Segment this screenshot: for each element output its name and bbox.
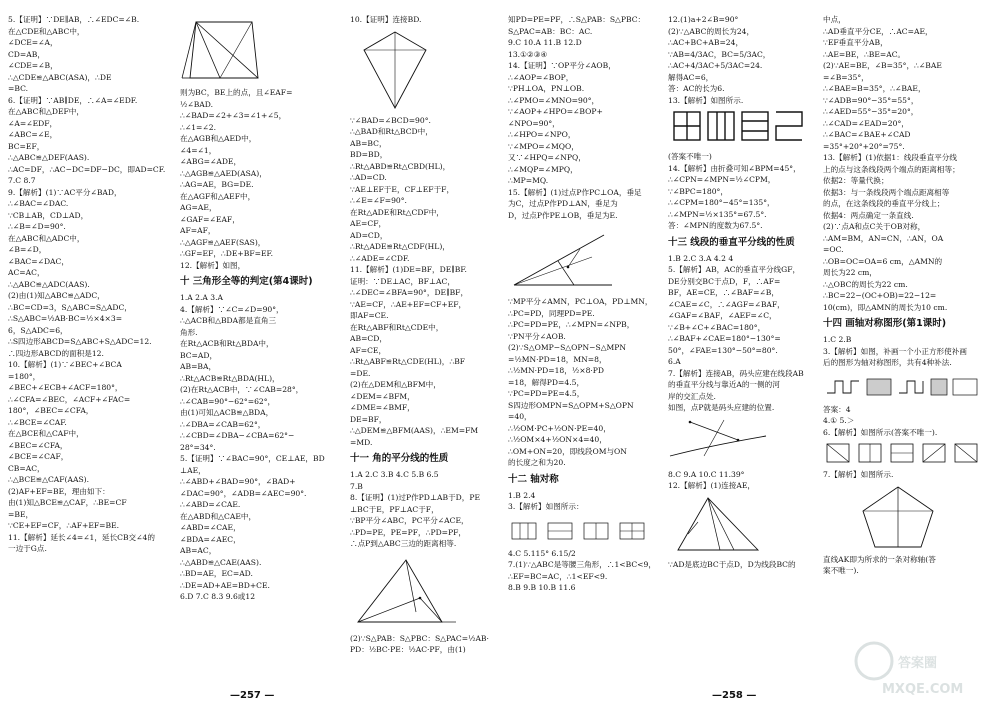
answer-line: ∴S四边形ABCD=S△ABC+S△ADC=12. <box>8 337 152 346</box>
answer-line: 3.【解析】如图所示： <box>508 502 584 511</box>
answer-line: ∴∠HPO=∠NPO， <box>508 130 576 139</box>
answer-line: AD=CD， <box>350 230 388 240</box>
answer-line: 14.【解析】由折叠可知∠BPM=45°， <box>668 163 801 173</box>
answer-line: ∠CDE=∠B， <box>8 61 58 70</box>
answer-line: 7.【解析】如图所示. <box>823 470 894 479</box>
answer-line: ∴△ACB和△BDA都是直角三 <box>180 316 277 325</box>
answer-line: 依据2：等量代换； <box>823 176 889 185</box>
answer-line: ∴∠DBA=∠CAB=62°， <box>180 419 266 429</box>
fig-tri-ade <box>668 494 820 556</box>
answer-line: 在△AGF和△AEF中， <box>180 191 256 201</box>
answer-line: 28°=34°. <box>180 442 216 452</box>
answer-line: 4.C 5.115° 6.15/2 <box>508 548 576 558</box>
answer-column-6 <box>823 14 995 577</box>
section-heading: 十四 画轴对称图形(第1课时) <box>823 318 947 329</box>
answer-line: 1.A 2.C 3.B 4.C 5.B 6.5 <box>350 470 439 479</box>
answer-line: ∴MP=MQ. <box>508 176 549 185</box>
answer-line: =18，解得PD=4.5， <box>508 377 585 387</box>
answer-line: (答案不唯一) <box>668 152 712 161</box>
answer-line: ∴∠MQP=∠MPQ， <box>508 164 578 174</box>
answer-line: 直线AK即为所求的一条对称轴(答 <box>823 554 936 564</box>
answer-line: 的垂直平分线与靠近A的一侧的河 <box>668 380 780 389</box>
answer-line: 依据3：与一条线段两个端点距离相等 <box>823 187 950 197</box>
answer-line: 9.【解析】(1)∵AC平分∠BAD， <box>8 187 122 197</box>
answer-line: 8.B 9.B 10.B 11.6 <box>508 583 576 592</box>
answer-line: CD=AB， <box>8 49 45 59</box>
answer-line: 5.【证明】∵DE∥AB，∴∠EDC=∠B. <box>8 15 140 24</box>
answer-line: ∵∠MPO=∠MQO， <box>508 141 579 151</box>
fig-square <box>180 16 338 84</box>
answer-line: 4.① 5.＞ <box>823 416 855 425</box>
answer-line: AC=AC， <box>8 268 45 277</box>
answer-line: ∴∠ABD=∠CAE. <box>180 500 241 509</box>
answer-line: ∴∠CAB=90°−62°=62°， <box>180 396 276 406</box>
answer-line: ∴PC=PD=PE，∴∠MPN=∠NPB， <box>508 320 635 329</box>
answer-line: 5.【证明】∵∠BAC=90°，CE⊥AE，BD <box>180 454 325 463</box>
answer-line: =40， <box>508 412 532 421</box>
answer-line: =MD. <box>350 437 373 447</box>
answer-column-2 <box>180 14 338 603</box>
answer-line: 在Rt△ABF和Rt△CDE中， <box>350 322 444 332</box>
answer-line: (2)AF+EF=BE，理由如下： <box>8 486 110 496</box>
answer-line: 1.B 2.4 <box>508 490 536 500</box>
answer-line: 12.【解析】如图， <box>180 260 246 270</box>
section-heading: 十二 轴对称 <box>508 473 559 485</box>
answer-line: ∵AE⊥EF于E，CF⊥EF于F， <box>350 184 455 194</box>
answer-line: ∴AD=CD. <box>350 173 387 182</box>
answer-line: ∴∠BAC=∠BAE+∠CAD <box>823 130 911 139</box>
answer-line: 7.B <box>350 481 363 491</box>
answer-line: 在△ABC和△ADC中， <box>8 233 85 243</box>
answer-line: 7.(1)∵△ABC是等腰三角形，∴1<BC<9， <box>508 560 656 569</box>
answer-line: ∠DEM=∠BFM， <box>350 391 415 401</box>
page-number-left: —257 — <box>230 690 275 701</box>
answer-line: 在Rt△ACB和Rt△BDA中， <box>180 339 274 348</box>
answer-line: ∠ABD=∠CAE， <box>180 523 241 532</box>
answer-line: 50°，∠FAE=130°−50°=80°. <box>668 345 778 355</box>
answer-line: 知PD=PE=PF，∴S△PAB：S△PBC： <box>508 15 646 24</box>
answer-line: =OC. <box>823 245 844 254</box>
answer-line: 180°，∠BEC=∠CFA， <box>8 406 94 415</box>
answer-line: 的点，在这条线段的垂直平分线上； <box>823 199 945 208</box>
answer-line: ∴½MN·PD=18，½×8·PD <box>508 366 605 375</box>
answer-line: =35°+20°+20°=75°. <box>823 141 905 151</box>
answer-line: =BE， <box>8 509 34 519</box>
answer-line: ∠ABC=∠E， <box>8 130 58 139</box>
answer-line: 在△CDE和△ABC中， <box>8 26 85 36</box>
answer-line: ∴BD=AE，EC=AD. <box>180 569 253 578</box>
answer-line: (2)∵S△OMP−S△OPN−S△MPN <box>508 343 627 352</box>
fig-triangle-p <box>350 552 502 630</box>
answer-line: AB=BA， <box>180 362 217 371</box>
answer-line: ∴点P到△ABC三边的距离相等. <box>350 539 457 548</box>
answer-line: S四边形OMPN=S△OPM+S△OPN <box>508 400 634 410</box>
answer-line: ∴△CDE≌△ABC(ASA)，∴DE <box>8 72 112 82</box>
answer-column-4 <box>508 14 658 594</box>
answer-line: 的长度之和为20. <box>508 458 566 467</box>
answer-line: AF=AF， <box>180 226 216 235</box>
answer-column-3 <box>350 14 502 656</box>
answer-line: ∴EF=BC=AC，∴1<EF<9. <box>508 571 608 581</box>
answer-line: BD=BD， <box>350 150 388 159</box>
answer-line: (2)在Rt△ACB中，∵∠CAB=28°， <box>180 385 304 394</box>
answer-line: ∵CE+EF=CF，∴AF+EF=BE. <box>8 521 120 530</box>
answer-line: ∴△BCE≌△CAF(AAS). <box>8 475 90 484</box>
answer-line: ∴∠BAC=∠DAC. <box>8 199 69 208</box>
fig-pentagon <box>823 483 995 551</box>
answer-line: ∴∠ABD+∠BAD=90°，∠BAD+ <box>180 477 296 486</box>
answer-line: AB=BC， <box>350 138 387 148</box>
answer-line: AG=AE， <box>180 203 217 212</box>
answer-line: ∠BAC=∠DAC， <box>8 256 69 266</box>
page-number-right: —258 — <box>712 690 757 701</box>
answer-line: ∴∠AED=55°−35°=20°， <box>823 107 919 116</box>
answer-line: (2)由(1)知△ABC≌△ADC， <box>8 291 105 300</box>
answer-line: 又∵∠HPQ=∠NPQ， <box>508 153 586 162</box>
answer-line: ∴∠CPM=180°−45°=135°， <box>668 198 775 207</box>
answer-line: ∴∠BCE=∠CAF. <box>8 417 67 427</box>
answer-line: ∴AE=BE，∴BE=AC。 <box>823 49 906 59</box>
answer-line: 如图，点P就是码头应建的位置. <box>668 403 775 412</box>
answer-line: ∴∠DEC=∠BFA=90°，DE∥BF， <box>350 288 469 297</box>
answer-line: ∴GF=EF，∴DE+BF=EF. <box>180 249 274 258</box>
answer-line: ∴AC+BC+AB=24， <box>668 38 744 47</box>
fig-boxes <box>823 440 995 466</box>
answer-line: ∴DE=AD+AE=BD+CE. <box>180 580 270 590</box>
answer-line: 则为BC，BE上的点，且∠EAF= <box>180 88 293 97</box>
answer-line: ∴∠B=∠D=90°. <box>8 222 66 231</box>
answer-line: 6.【解析】如图所示(答案不唯一). <box>823 427 938 437</box>
answer-line: ∠4=∠1， <box>180 145 217 155</box>
answer-line: 答：AC的长为6. <box>668 84 725 93</box>
answer-line: 案不唯一). <box>823 566 859 575</box>
answer-line: =∠B=35°， <box>823 72 869 82</box>
answer-column-5 <box>668 14 820 570</box>
answer-line: ∴AC=DF，∴AC−DC=DF−DC，即AD=CF. <box>8 164 166 174</box>
answer-line: 11.【解析】延长∠4=∠1，延长CB交∠4的 <box>8 532 155 542</box>
fig-river <box>668 416 820 466</box>
answer-line: 证明：∵DE⊥AC，BF⊥AC， <box>350 276 455 286</box>
answer-line: 5.【解析】AB，AC的垂直平分线GF， <box>668 265 801 274</box>
answer-line: ∴BC=CD=3，S△ABC=S△ADC， <box>8 302 132 312</box>
answer-line: 10.【证明】连接BD. <box>350 15 422 24</box>
answer-line: ∠B=∠D， <box>8 245 47 254</box>
answer-line: ∠DAC=90°，∠ADB=∠AEC=90°. <box>180 488 307 498</box>
answer-line: ∵PC=PD=PE=4.5， <box>508 389 585 398</box>
answer-line: ∴△AGB≌△AED(ASA)， <box>180 168 267 178</box>
answer-line: ∠NPO=90°， <box>508 118 560 128</box>
answer-line: 12.(1)a+2∠B=90° <box>668 15 739 24</box>
answer-line: ∴∠BAE=B=35°，∴∠BAE， <box>823 84 926 93</box>
answer-line: ∴∠ADE=∠CDF. <box>350 253 410 263</box>
answer-line: 8.C 9.A 10.C 11.39° <box>668 469 745 479</box>
answer-line: 即AF=CE. <box>350 311 389 320</box>
answer-line: ∴∠BAD=∠2+∠3=∠1+∠5， <box>180 111 287 120</box>
answer-line: 7.C 8.7 <box>8 176 36 185</box>
answer-line: ∵∠ADB=90°−35°=55°， <box>823 95 919 105</box>
answer-line: ∴△ABD≌△CAE(AAS). <box>180 557 262 567</box>
answer-line: S△PAC=AB：BC：AC. <box>508 26 593 36</box>
answer-line: ∠BCE=∠CAF， <box>8 452 69 461</box>
answer-line: ½∠BAD. <box>180 99 214 109</box>
answer-line: 15.【解析】(1)过点P作PC⊥OA，垂足 <box>508 187 642 197</box>
section-heading: 十一 角的平分线的性质 <box>350 453 449 464</box>
answer-line: ∵∠BPC=180°， <box>668 186 728 196</box>
fig-kite <box>350 28 502 112</box>
answer-line: ∴△BAD和Rt△BCD中， <box>350 127 433 136</box>
watermark-logo <box>852 631 992 701</box>
answer-line: AF=CE， <box>350 345 387 355</box>
answer-line: ∵∠AOP+∠HPO=∠BOP+ <box>508 107 603 116</box>
answer-line: ∴四边形ABCD的面积是12. <box>8 348 104 358</box>
section-heading: 十 三角形全等的判定(第4课时) <box>180 276 313 287</box>
answer-line: 6.【证明】∵AB∥DE，∴∠A=∠EDF. <box>8 95 138 105</box>
answer-line: ∠BEC+∠ECB+∠ACF=180°， <box>8 383 123 392</box>
answer-line: 11.【解析】(1)DE=BF，DE∥BF. <box>350 265 467 274</box>
answer-line: (2)在△DEM和△BFM中， <box>350 380 441 389</box>
section-heading: 十三 线段的垂直平分线的性质 <box>668 236 795 248</box>
answer-line: ∴OB=OC=OA=6 cm，△AMN的 <box>823 256 943 266</box>
answer-line: 解得AC=6， <box>668 72 714 82</box>
answer-line: ∵PN平分∠AOB. <box>508 331 566 341</box>
answer-line: 在Rt△ADE和Rt△CDF中， <box>350 207 444 217</box>
fig-grids <box>508 515 658 545</box>
answer-line: 6.D 7.C 8.3 9.6或12 <box>180 592 256 601</box>
answer-line: ∵AB=4/3AC，BC=5/3AC， <box>668 49 771 59</box>
answer-line: 一边于G点. <box>8 544 47 553</box>
answer-line: ∴OM+ON=20，即线段OM与ON <box>508 446 627 456</box>
answer-line: (2)∵△ABC的周长为24， <box>668 26 755 36</box>
answer-line: 13.【解析】(1)依据1：线段垂直平分线 <box>823 153 957 162</box>
answer-line: ∴∠BAF+∠CAE=180°−130°= <box>668 334 781 343</box>
answer-line: ∠GAF=∠BAF，∠AEF=∠C， <box>668 311 777 320</box>
answer-line: 1.A 2.A 3.A <box>180 293 224 302</box>
answer-line: ∵MP平分∠AMN，PC⊥OA，PD⊥MN， <box>508 297 653 306</box>
answer-line: ∵AE=CF，∴AE+EF=CF+EF， <box>350 299 467 309</box>
answer-line: DE分别交BC于点D，F，∴AF= <box>668 276 781 286</box>
answer-line: 8.【证明】(1)过P作PD⊥AB于D，PE <box>350 493 481 502</box>
watermark-url: MXQE.COM <box>882 682 964 697</box>
answer-line: ⊥BC于E，PF⊥AC于F， <box>350 504 439 514</box>
answer-line: ∴Rt△ABF≌Rt△CDE(HL)，∴BF <box>350 357 466 366</box>
answer-line: ∴PC=PD，同理PD=PE. <box>508 308 595 318</box>
answer-line: AB=AC， <box>180 546 217 555</box>
answer-line: PD：½BC·PE：½AC·PF，由(1) <box>350 645 466 654</box>
answer-line: ∴∠AOP=∠BOP， <box>508 72 574 82</box>
answer-line: ∴∠1=∠2. <box>180 122 216 132</box>
watermark-title: 答案圈 <box>898 656 938 671</box>
answer-line: ∴Rt△ADE≌Rt△CDF(HL)， <box>350 242 450 251</box>
answer-line: 后的图形为轴对称图形，共有4种补法. <box>823 358 952 367</box>
answer-line: 由(1)知△BCE≌△CAF，∴BE=CF <box>8 498 127 507</box>
answer-line: 答案：4 <box>823 404 851 414</box>
answer-line: ∠A=∠EDF， <box>8 118 58 128</box>
answer-line: ∠GAF=∠EAF， <box>180 214 240 224</box>
answer-line: CB=AC， <box>8 463 45 473</box>
answer-line: ∴AM=BM，AN=CN，∴AN，OA <box>823 233 944 243</box>
answer-column-1 <box>8 14 168 555</box>
answer-line: ∴∠CBD=∠DBA−∠CBA=62°− <box>180 431 295 440</box>
answer-line: BF，AE=CE，∴∠BAF=∠B， <box>668 288 779 297</box>
answer-line: D，过点P作PE⊥OB，垂足为E. <box>508 210 618 220</box>
answer-line: ∴S△ABC=½AB·BC=½×4×3= <box>8 314 123 323</box>
fig-zigzag <box>823 371 995 401</box>
answer-line: 12.【解析】(1)连接AE， <box>668 481 756 490</box>
answer-line: AB=CD， <box>350 334 387 343</box>
answer-line: 在△BCE和△CAF中， <box>8 429 84 438</box>
answer-line: BC=AD， <box>180 350 218 360</box>
answer-line: 为C，过点P作PD⊥AN，垂足为 <box>508 199 618 208</box>
answer-line: ∴∠CPN=∠MPN=½∠CPM， <box>668 175 776 184</box>
answer-line: ∴∠E=∠F=90°. <box>350 196 407 205</box>
answer-line: ∴∠CAD=∠EAD=20°， <box>823 118 909 128</box>
answer-line: (2)∵点A和点C关于OB对称， <box>823 222 926 231</box>
answer-line: ∴∠MPN=½×135°=67.5°. <box>668 209 767 219</box>
answer-line: ∴½OM·PC+½ON·PE=40， <box>508 423 611 433</box>
answer-line: 13.①②③④ <box>508 49 548 59</box>
answer-line: 3.【解析】如图，补画一个小正方形使补画 <box>823 346 967 356</box>
answer-line: BC=EF， <box>8 141 45 151</box>
answer-line: 6.A <box>668 357 681 366</box>
answer-line: 9.C 10.A 11.B 12.D <box>508 38 582 47</box>
answer-line: 14.【证明】∵OP平分∠AOB， <box>508 61 616 70</box>
answer-line: ∴AC+4/3AC+5/3AC=24. <box>668 61 763 70</box>
fig-angle <box>508 223 658 293</box>
answer-line: 答：∠MPN的度数为67.5°. <box>668 221 763 230</box>
answer-line: 1.C 2.B <box>823 335 852 344</box>
answer-line: 上的点与这条线段两个端点的距离相等； <box>823 164 960 174</box>
answer-line: ∴△OBC的周长为22 cm. <box>823 279 908 289</box>
answer-line: ∴Rt△ACB≌Rt△BDA(HL)， <box>180 373 280 383</box>
answer-line: 在△ABD和△CAE中， <box>180 511 257 521</box>
answer-line: ∴AG=AE，BG=DE. <box>180 180 254 189</box>
answer-line: (2)∵S△PAB：S△PBC：S△PAC=½AB· <box>350 633 489 643</box>
answer-line: 10.【解析】(1)∵∠BEC+∠BCA <box>8 360 122 369</box>
answer-line: 在△ABC和△DEF中， <box>8 107 84 116</box>
answer-line: 6，S△ADC=6， <box>8 325 68 335</box>
answer-line: =BC. <box>8 84 29 93</box>
answer-line: ∠DME=∠BMF， <box>350 403 415 412</box>
answer-line: ∴∠PMO=∠MNO=90°， <box>508 95 600 105</box>
answer-line: DE=BF， <box>350 414 387 424</box>
answer-line: 依据4：两点确定一条直线. <box>823 210 914 220</box>
answer-line: ∠CAE=∠C，∴∠AGF=∠BAF， <box>668 299 785 309</box>
answer-line: ∴Rt△ABD≌Rt△CBD(HL)， <box>350 161 451 171</box>
answer-line: 在△AGB和△AED中， <box>180 134 257 143</box>
answer-line: ⊥AE， <box>180 465 206 475</box>
answer-line: 岸的交汇点处. <box>668 391 716 401</box>
answer-line: =½MN·PD=18，MN=8， <box>508 354 607 364</box>
answer-line: ∠BEC=∠CFA， <box>8 440 68 450</box>
answer-line: ∴BC=22−(OC+OB)=22−12= <box>823 291 937 300</box>
answer-line: ∵EF垂直平分AB， <box>823 38 888 47</box>
answer-line: ∴½OM×4+½ON×4=40， <box>508 435 607 444</box>
answer-line: ∴△DEM≌△BFM(AAS)，∴EM=FM <box>350 426 479 435</box>
answer-line: ∴△AGF≌△AEF(SAS)， <box>180 237 266 247</box>
answer-line: ∴PD=PE，PE=PF，∴PD=PF， <box>350 527 466 537</box>
answer-line: 角形. <box>180 327 198 337</box>
answer-line: 7.【解析】连接AB，码头应建在线段AB <box>668 368 804 378</box>
answer-line: 4.【解析】∵∠C=∠D=90°， <box>180 304 284 314</box>
answer-line: ∵AD是底边BC于点D，D为线段BC的 <box>668 559 796 569</box>
answer-line: 10(cm)，即△AMN的周长为10 cm. <box>823 302 948 312</box>
answer-line: (2)∵AE=BE，∠B=35°，∴∠BAE <box>823 61 942 70</box>
answer-line: ∵CB⊥AB，CD⊥AD， <box>8 210 89 220</box>
answer-line: ∵∠BAD=∠BCD=90°. <box>350 115 431 125</box>
answer-line: 13.【解析】如图所示. <box>668 95 744 105</box>
answer-line: 中点， <box>823 15 846 24</box>
answer-line: AE=CF， <box>350 219 387 228</box>
answer-line: ∠ABG=∠ADE， <box>180 157 242 166</box>
answer-line: =DE. <box>350 368 371 378</box>
answer-line: ∠DCE=∠A， <box>8 38 58 47</box>
answer-line: ∵∠B+∠C+∠BAC=180°， <box>668 322 766 332</box>
answer-line: ∠BDA=∠AEC， <box>180 534 241 544</box>
answer-line: ∵PH⊥OA，PN⊥OB. <box>508 84 585 93</box>
answer-line: ∴AD垂直平分CE，∴AC=AE， <box>823 26 933 36</box>
answer-line: ∴∠CFA=∠BEC，∠ACF+∠FAC= <box>8 394 131 404</box>
answer-line: ∴△ABC≌△DEF(AAS). <box>8 153 90 162</box>
fig-strokes <box>668 108 820 148</box>
answer-line: ∴△ABC≌△ADC(AAS). <box>8 279 90 289</box>
answer-line: 周长为22 cm， <box>823 268 877 277</box>
answer-line: ∵BP平分∠ABC，PC平分∠ACE， <box>350 516 469 525</box>
answer-line: =180°， <box>8 371 41 381</box>
answer-line: 由(1)可知△ACB≌△BDA， <box>180 408 274 417</box>
answer-line: 1.B 2.C 3.A 4.2 4 <box>668 253 734 263</box>
